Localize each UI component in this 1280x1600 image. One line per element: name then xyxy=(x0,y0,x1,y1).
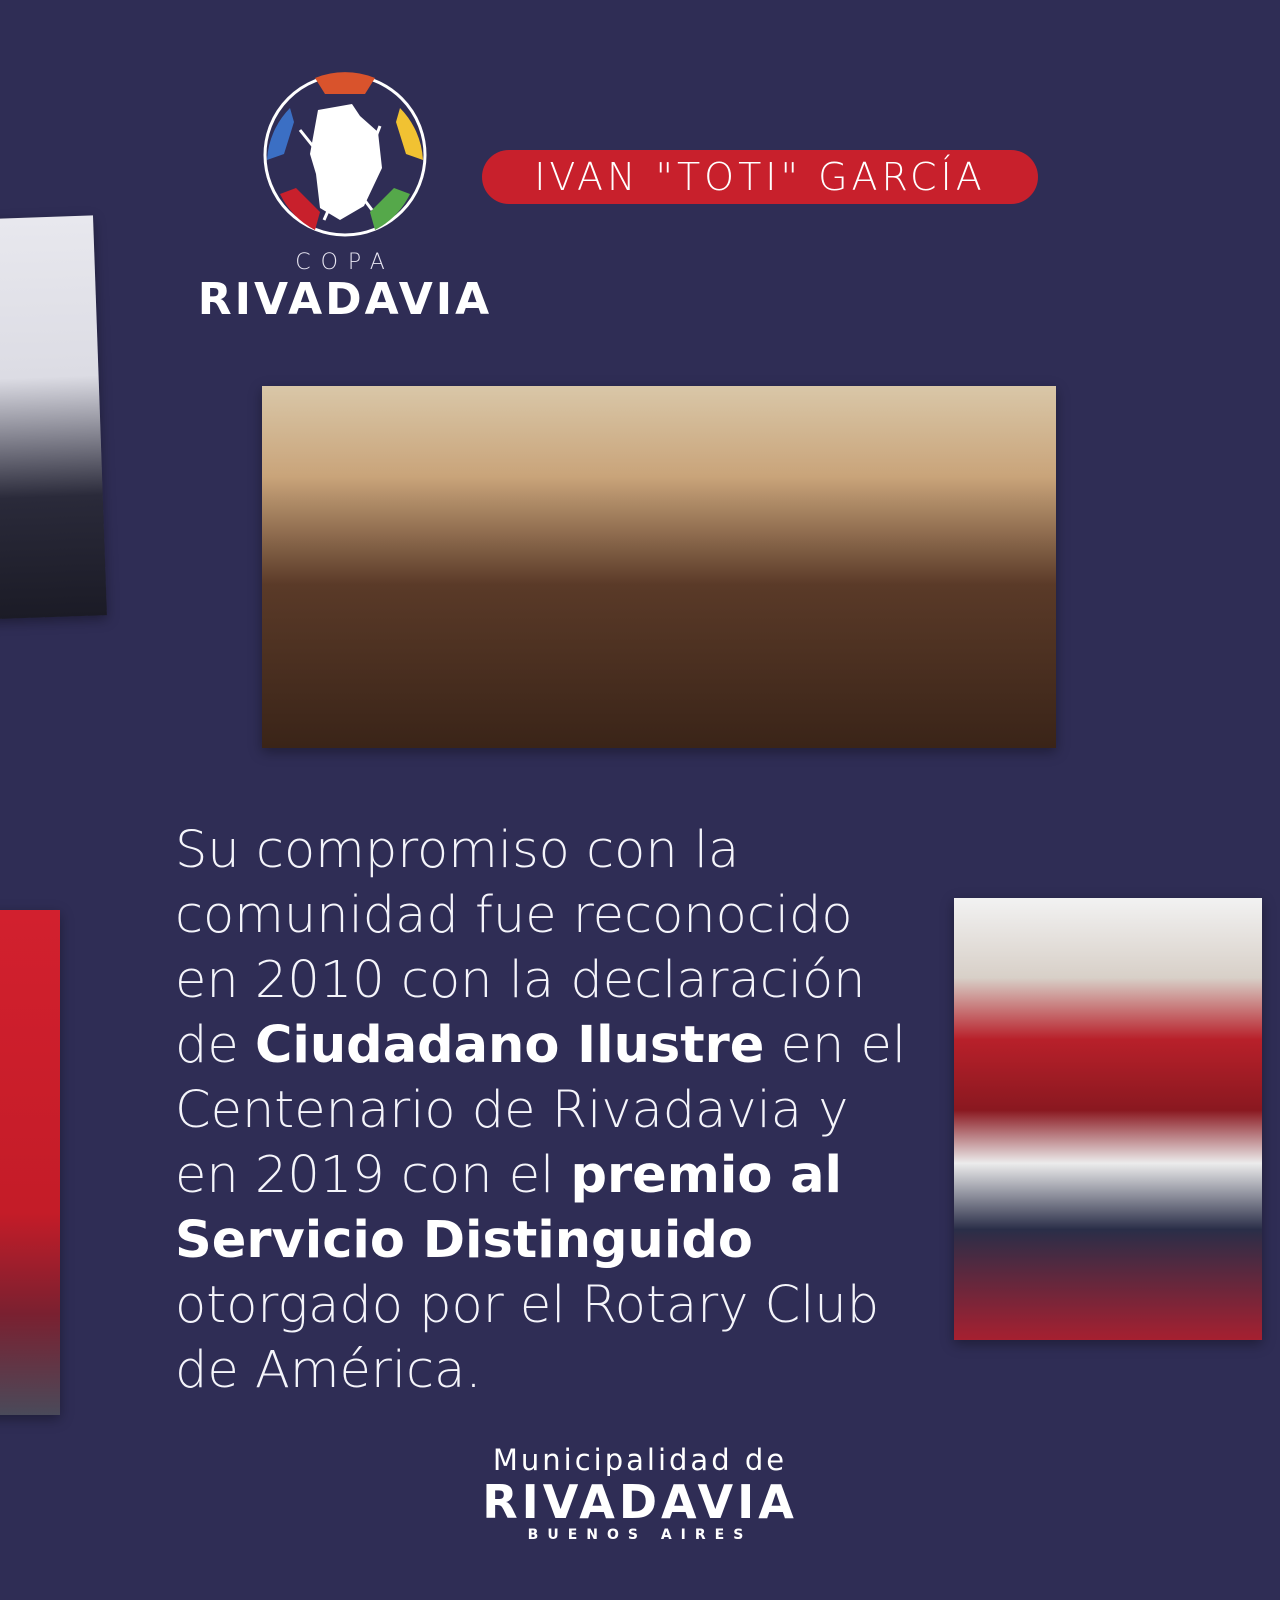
footer-line2: RIVADAVIA xyxy=(482,1475,798,1529)
footer-line3: BUENOS AIRES xyxy=(527,1527,753,1543)
honoree-name: IVAN "TOTI" GARCÍA xyxy=(534,155,986,199)
group-photo xyxy=(262,386,1056,748)
logo-name: RIVADAVIA xyxy=(197,274,493,325)
body-text-3: otorgado por el Rotary Club de América. xyxy=(175,1276,880,1400)
rotary-award-photo xyxy=(954,898,1262,1340)
body-text-2: en el Centenario de Rivadavia y en 2019 con el xyxy=(175,1016,907,1205)
copa-rivadavia-logo xyxy=(175,70,515,330)
municipalidad-logo xyxy=(440,1443,840,1543)
highlight-premio: premio al Servicio Distinguido xyxy=(175,1146,843,1270)
partial-photo-left-bottom xyxy=(0,910,60,1415)
soccer-ball-icon xyxy=(260,70,430,240)
highlight-ciudadano-ilustre: Ciudadano Ilustre xyxy=(254,1016,765,1075)
body-paragraph xyxy=(175,818,915,1403)
logo-top-word: COPA xyxy=(295,250,395,275)
footer-line1: Municipalidad de xyxy=(492,1443,788,1477)
partial-photo-left-top xyxy=(0,215,107,620)
body-text-1: Su compromiso con la comunidad fue reconocido en 2010 con la declaración de xyxy=(175,821,866,1075)
name-banner xyxy=(482,150,1038,204)
